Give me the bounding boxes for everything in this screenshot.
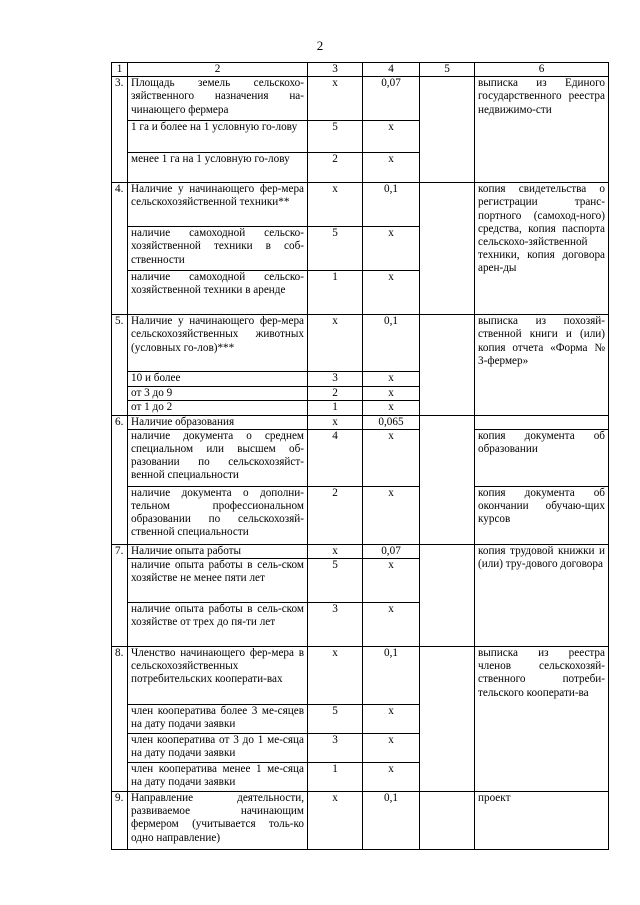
weight-cell: х [363, 401, 420, 415]
criterion-cell: от 1 до 2 [128, 401, 308, 415]
criterion-cell: Наличие у начинающего фер-мера сельскохозяйственной техники** [128, 183, 308, 227]
criterion-cell: Направление деятельности, развиваемое начинающим фермером (учитывается толь-ко одно направление) [128, 792, 308, 850]
criterion-cell: Площадь земель сельскохо-зяйственного назначения на-чинающего фермера [128, 77, 308, 121]
document-cell: выписка из Единого государственного реестра недвижимо-сти [475, 77, 609, 183]
header-cell: 4 [363, 63, 420, 77]
score-cell: 2 [308, 153, 363, 183]
header-cell: 3 [308, 63, 363, 77]
weight-cell: х [363, 763, 420, 792]
criterion-cell: 1 га и более на 1 условную го-лову [128, 121, 308, 153]
row-number: 8. [112, 647, 128, 792]
empty-cell [420, 792, 475, 850]
empty-cell [420, 544, 475, 646]
table-row [112, 792, 609, 850]
score-cell: 5 [308, 559, 363, 603]
empty-cell [420, 77, 475, 183]
document-cell: копия документа об образовании [475, 429, 609, 486]
criterion-cell: наличие опыта работы в сель-ском хозяйстве не менее пяти лет [128, 559, 308, 603]
criterion-cell: Членство начинающего фер-мера в сельскохозяйственных потребительских кооперати-вах [128, 647, 308, 705]
header-cell: 2 [128, 63, 308, 77]
criterion-cell: наличие самоходной сельско-хозяйственной техники в аренде [128, 271, 308, 315]
page-number: 2 [316, 38, 324, 53]
score-cell: х [308, 647, 363, 705]
document-cell: выписка из реестра членов сельскохозяй-ственного потреби-тельского кооперати-ва [475, 647, 609, 792]
criterion-cell: менее 1 га на 1 условную го-лову [128, 153, 308, 183]
weight-cell: х [363, 372, 420, 387]
weight-cell: х [363, 429, 420, 486]
weight-cell: х [363, 153, 420, 183]
row-number: 3. [112, 77, 128, 183]
weight-cell: х [363, 734, 420, 763]
empty-cell [420, 183, 475, 315]
document-cell: выписка из похозяй-ственной книги и (или) копия отчета «Форма № 3-фермер» [475, 315, 609, 415]
document-cell: копия свидетельства о регистрации транс-портного (самоход-ного) средства, копия паспорта сельскохо-зяйственной техники, копия договора арен-ды [475, 183, 609, 315]
weight-cell: 0,1 [363, 647, 420, 705]
empty-cell [420, 315, 475, 415]
score-cell: х [308, 415, 363, 429]
table-row [112, 315, 609, 372]
weight-cell: х [363, 559, 420, 603]
score-cell: х [308, 183, 363, 227]
criterion-cell: член кооператива от 3 до 1 ме-сяца на дату подачи заявки [128, 734, 308, 763]
criterion-cell: Наличие опыта работы [128, 544, 308, 558]
row-number: 5. [112, 315, 128, 415]
score-cell: 3 [308, 372, 363, 387]
table-row [112, 544, 609, 558]
header-cell: 6 [475, 63, 609, 77]
table-row [112, 647, 609, 705]
criterion-cell: член кооператива более 3 ме-сяцев на дату подачи заявки [128, 705, 308, 734]
score-cell: 5 [308, 705, 363, 734]
score-cell: 3 [308, 603, 363, 647]
score-cell: 5 [308, 121, 363, 153]
criterion-cell: наличие опыта работы в сель-ском хозяйстве от трех до пя-ти лет [128, 603, 308, 647]
weight-cell: х [363, 227, 420, 271]
score-cell: х [308, 315, 363, 372]
criterion-cell: 10 и более [128, 372, 308, 387]
score-cell: 5 [308, 227, 363, 271]
document-cell: копия трудовой книжки и (или) тру-дового договора [475, 544, 609, 646]
weight-cell: х [363, 121, 420, 153]
header-cell: 1 [112, 63, 128, 77]
score-cell: 1 [308, 401, 363, 415]
criterion-cell: наличие документа о дополни-тельном профессиональном образовании по сельскохозяй-ственной специальности [128, 486, 308, 544]
table-row [112, 77, 609, 121]
score-cell: 2 [308, 387, 363, 401]
criterion-cell: Наличие у начинающего фер-мера сельскохозяйственных животных (условных го-лов)*** [128, 315, 308, 372]
weight-cell: х [363, 603, 420, 647]
score-cell: 4 [308, 429, 363, 486]
score-cell: х [308, 792, 363, 850]
weight-cell: х [363, 271, 420, 315]
criterion-cell: Наличие образования [128, 415, 308, 429]
weight-cell: х [363, 486, 420, 544]
score-cell: 2 [308, 486, 363, 544]
weight-cell: 0,1 [363, 792, 420, 850]
empty-cell [420, 415, 475, 544]
document-cell [475, 415, 609, 429]
criterion-cell: от 3 до 9 [128, 387, 308, 401]
score-cell: х [308, 544, 363, 558]
score-cell: 1 [308, 271, 363, 315]
weight-cell: х [363, 705, 420, 734]
criterion-cell: наличие документа о среднем специальном или высшем об-разовании по сельскохозяйст-венной специальности [128, 429, 308, 486]
weight-cell: 0,1 [363, 315, 420, 372]
table-row [112, 486, 609, 544]
weight-cell: 0,07 [363, 544, 420, 558]
criteria-table [111, 62, 609, 850]
score-cell: х [308, 77, 363, 121]
header-row [112, 63, 609, 77]
row-number: 9. [112, 792, 128, 850]
empty-cell [420, 647, 475, 792]
table-row [112, 429, 609, 486]
weight-cell: 0,1 [363, 183, 420, 227]
weight-cell: х [363, 387, 420, 401]
row-number: 4. [112, 183, 128, 315]
row-number: 6. [112, 415, 128, 544]
criterion-cell: член кооператива менее 1 ме-сяца на дату подачи заявки [128, 763, 308, 792]
header-cell: 5 [420, 63, 475, 77]
score-cell: 3 [308, 734, 363, 763]
table-row [112, 415, 609, 429]
weight-cell: 0,07 [363, 77, 420, 121]
score-cell: 1 [308, 763, 363, 792]
weight-cell: 0,065 [363, 415, 420, 429]
criterion-cell: наличие самоходной сельско-хозяйственной техники в соб-ственности [128, 227, 308, 271]
row-number: 7. [112, 544, 128, 646]
table-row [112, 183, 609, 227]
document-cell: копия документа об окончании обучаю-щих курсов [475, 486, 609, 544]
document-cell: проект [475, 792, 609, 850]
